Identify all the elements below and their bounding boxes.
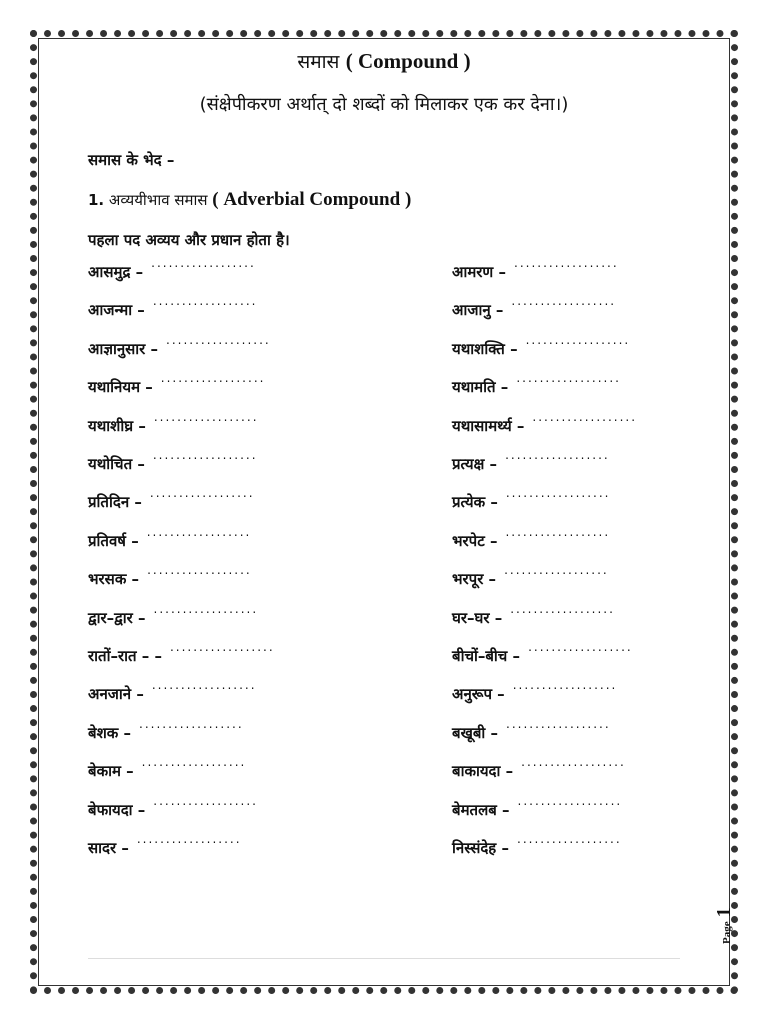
answer-blank[interactable]: .................. — [511, 294, 617, 309]
answer-blank[interactable]: .................. — [146, 524, 252, 539]
word-item-right — [452, 448, 610, 474]
word-text: घर–घर – — [452, 608, 503, 627]
types-heading: समास के भेद – — [88, 151, 175, 169]
word-item-left — [88, 409, 259, 436]
word-item-left — [88, 755, 247, 781]
word-text: द्वार–द्वार – — [88, 608, 146, 627]
word-text: सादर – — [88, 839, 129, 857]
word-item-left — [88, 678, 257, 704]
answer-blank[interactable]: .................. — [166, 332, 271, 347]
word-text: बीचों–बीच – — [452, 647, 521, 665]
word-text: बखूबी – — [452, 723, 499, 742]
page-title — [0, 48, 768, 74]
answer-blank[interactable]: .................. — [152, 294, 258, 309]
word-text: यथामति – — [452, 378, 509, 397]
word-item-right — [452, 793, 623, 820]
answer-blank[interactable]: .................. — [153, 409, 259, 424]
word-item-right — [452, 486, 611, 512]
word-item-left — [88, 448, 258, 474]
rule-text: पहला पद अव्यय और प्रधान होता है। — [88, 231, 290, 249]
word-text: आज्ञानुसार – — [88, 339, 159, 358]
word-text: बेफायदा – — [88, 800, 146, 819]
word-text: आजानु – — [452, 301, 504, 320]
word-text: बेशक – — [88, 723, 132, 742]
page-number — [713, 907, 736, 944]
page-number-value: 1 — [713, 907, 735, 918]
word-text: यथोचित – — [88, 455, 145, 473]
title-hindi: समास — [297, 51, 340, 73]
word-item-left — [88, 601, 259, 628]
word-item-right — [452, 601, 615, 628]
word-item-left — [88, 486, 255, 512]
word-text: प्रत्येक – — [452, 493, 498, 512]
word-text: प्रत्यक्ष – — [452, 455, 498, 473]
word-row — [88, 832, 688, 876]
answer-blank[interactable]: .................. — [532, 409, 638, 424]
word-item-right — [452, 256, 619, 282]
answer-blank[interactable]: .................. — [525, 332, 631, 347]
word-text: अनुरूप – — [452, 685, 505, 704]
word-item-right — [452, 640, 633, 666]
answer-blank[interactable]: .................. — [136, 832, 242, 846]
answer-blank[interactable]: .................. — [514, 256, 619, 270]
answer-blank[interactable]: .................. — [517, 832, 622, 846]
word-text: बाकायदा – — [452, 762, 514, 781]
answer-blank[interactable]: .................. — [141, 755, 247, 770]
word-item-left — [88, 256, 256, 282]
page-label: Page — [721, 921, 733, 944]
word-item-left — [88, 832, 242, 858]
answer-blank[interactable]: .................. — [505, 486, 611, 501]
answer-blank[interactable]: .................. — [517, 793, 623, 808]
word-item-left — [88, 716, 244, 743]
word-text: रातों–रात – – — [88, 647, 162, 665]
word-text: आसमुद्र – — [88, 263, 144, 281]
word-text: यथानियम – — [88, 378, 153, 397]
word-item-left — [88, 524, 252, 551]
answer-blank[interactable]: .................. — [152, 448, 258, 462]
word-text: बेमतलब – — [452, 800, 510, 819]
word-item-left — [88, 332, 271, 359]
answer-blank[interactable]: .................. — [506, 716, 611, 731]
answer-blank[interactable]: .................. — [149, 486, 255, 501]
word-text: भरपूर – — [452, 570, 497, 589]
answer-blank[interactable]: .................. — [160, 371, 266, 386]
word-text: आमरण – — [452, 263, 507, 281]
word-item-left — [88, 793, 258, 820]
word-text: प्रतिदिन – — [88, 493, 142, 512]
word-text: अनजाने – — [88, 685, 144, 704]
word-text: भरपेट – — [452, 531, 498, 550]
word-text: बेकाम – — [88, 762, 134, 781]
word-item-right — [452, 409, 638, 436]
word-item-right — [452, 832, 622, 858]
answer-blank[interactable]: .................. — [505, 448, 610, 462]
answer-blank[interactable]: .................. — [153, 601, 259, 616]
word-item-left — [88, 640, 275, 666]
word-item-left — [88, 563, 252, 589]
answer-blank[interactable]: .................. — [139, 716, 244, 731]
word-item-left — [88, 294, 258, 320]
section-english: ( Adverbial Compound ) — [212, 189, 412, 210]
footer-divider — [88, 958, 680, 959]
word-item-right — [452, 524, 611, 551]
word-item-left — [88, 371, 266, 397]
word-item-right — [452, 755, 626, 781]
section-number: 1. — [88, 191, 105, 209]
word-item-right — [452, 332, 631, 359]
word-item-right — [452, 678, 618, 704]
answer-blank[interactable]: .................. — [153, 793, 258, 808]
word-item-right — [452, 563, 609, 589]
answer-blank[interactable]: .................. — [151, 678, 257, 693]
word-item-right — [452, 371, 621, 397]
answer-blank[interactable]: .................. — [504, 563, 609, 578]
word-text: भरसक – — [88, 570, 140, 589]
answer-blank[interactable]: .................. — [147, 563, 252, 578]
section-hindi: अव्ययीभाव समास — [108, 191, 208, 209]
answer-blank[interactable]: .................. — [516, 371, 621, 386]
title-english: ( Compound ) — [345, 49, 471, 73]
answer-blank[interactable]: .................. — [505, 524, 611, 539]
answer-blank[interactable]: .................. — [521, 755, 626, 770]
word-text: प्रतिवर्ष – — [88, 531, 139, 550]
section-heading — [88, 189, 411, 211]
word-item-right — [452, 294, 617, 320]
answer-blank[interactable]: .................. — [510, 601, 615, 616]
word-item-right — [452, 716, 611, 743]
word-text: निस्संदेह – — [452, 839, 509, 857]
answer-blank[interactable]: .................. — [169, 640, 275, 654]
word-text: यथाशीघ्र – — [88, 416, 146, 435]
page-subtitle: (संक्षेपीकरण अर्थात् दो शब्दों को मिलाकर एक कर देना।) — [199, 94, 569, 115]
answer-blank[interactable]: .................. — [151, 256, 256, 270]
answer-blank[interactable]: .................. — [528, 640, 633, 654]
word-text: आजन्मा – — [88, 301, 145, 320]
word-text: यथासामर्थ्य – — [452, 416, 525, 435]
word-text: यथाशक्ति – — [452, 339, 518, 358]
answer-blank[interactable]: .................. — [512, 678, 618, 693]
